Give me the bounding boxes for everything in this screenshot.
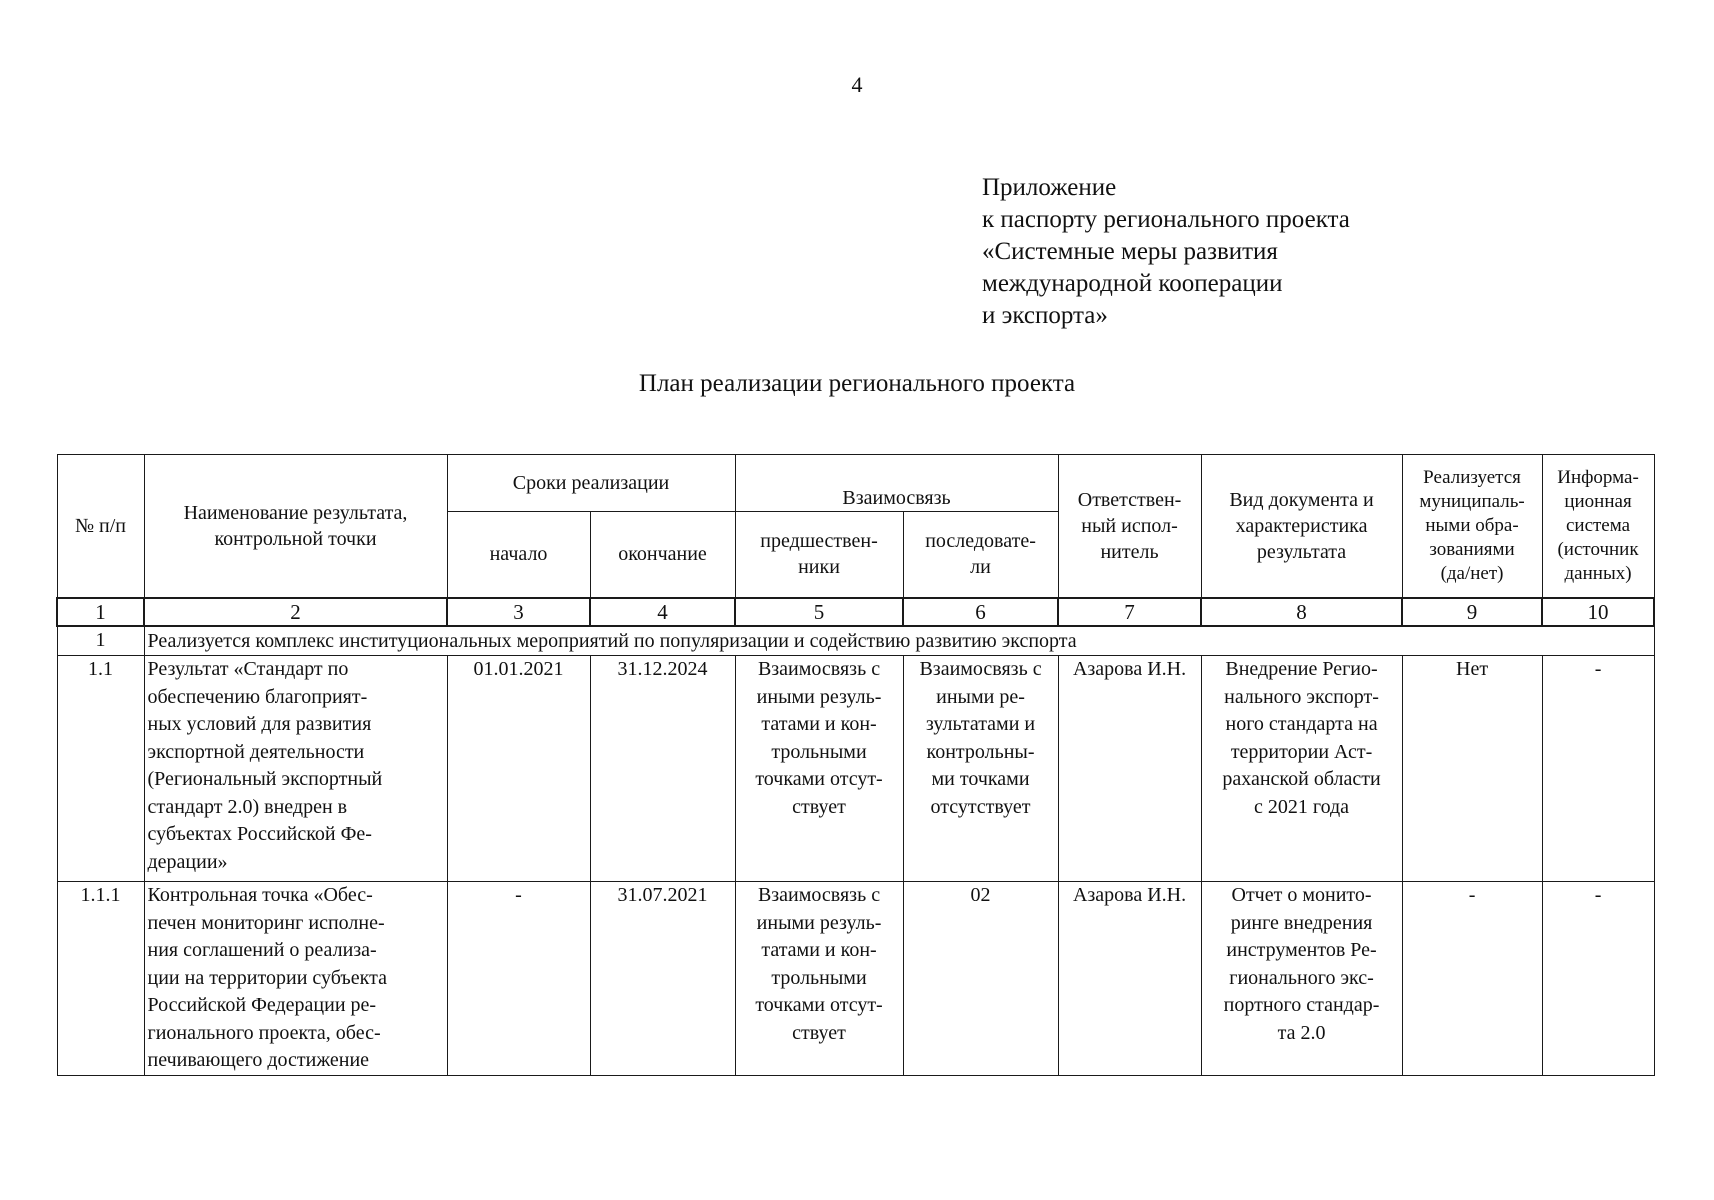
header-start: начало	[447, 512, 590, 598]
header-predecessors: предшествен- ники	[735, 512, 903, 598]
row-predecessors: Взаимосвязь с иными резуль- татами и кон- трольными точками отсут- ствует	[735, 882, 903, 1076]
section-row	[57, 626, 1654, 656]
row-start: 01.01.2021	[447, 656, 590, 882]
row-successors: 02	[903, 882, 1058, 1076]
header-relation: Взаимосвязь	[735, 455, 1058, 512]
row-end: 31.07.2021	[590, 882, 735, 1076]
table-row	[57, 656, 1654, 882]
column-number: 5	[735, 598, 903, 626]
header-terms: Сроки реализации	[447, 455, 735, 512]
row-doc-type: Отчет о монито- ринге внедрения инструментов Ре- гионального экс- портного стандар- та 2.0	[1201, 882, 1402, 1076]
section-title: Реализуется комплекс институциональных мероприятий по популяризации и содействию развитию экспорта	[144, 626, 1654, 656]
appendix-line: и экспорта»	[982, 302, 1108, 329]
column-number: 7	[1058, 598, 1201, 626]
plan-table	[56, 454, 1655, 1076]
header-info-system: Информа- ционная система (источник данных)	[1542, 455, 1654, 598]
row-num: 1.1	[57, 656, 144, 882]
appendix-line: международной кооперации	[982, 270, 1283, 297]
column-number: 9	[1402, 598, 1542, 626]
column-number: 2	[144, 598, 447, 626]
row-predecessors: Взаимосвязь с иными резуль- татами и кон- трольными точками отсут- ствует	[735, 656, 903, 882]
row-info-system: -	[1542, 882, 1654, 1076]
header-end: окончание	[590, 512, 735, 598]
header-name: Наименование результата, контрольной точки	[144, 455, 447, 598]
row-num: 1.1.1	[57, 882, 144, 1076]
column-number: 3	[447, 598, 590, 626]
appendix-line: Приложение	[982, 174, 1117, 201]
header-municipal: Реализуется муниципаль- ными обра- зованиями (да/нет)	[1402, 455, 1542, 598]
appendix-heading	[982, 172, 1350, 332]
row-municipal: Нет	[1402, 656, 1542, 882]
row-start: -	[447, 882, 590, 1076]
row-doc-type: Внедрение Регио- нального экспорт- ного стандарта на территории Аст- раханской области с 2021 года	[1201, 656, 1402, 882]
row-successors: Взаимосвязь с иными ре- зультатами и контрольны- ми точками отсутствует	[903, 656, 1058, 882]
plan-title: План реализации регионального проекта	[638, 370, 1076, 397]
appendix-line: «Системные меры развития	[982, 238, 1278, 265]
row-municipal: -	[1402, 882, 1542, 1076]
row-executor: Азарова И.Н.	[1058, 882, 1201, 1076]
page-number: 4	[851, 72, 863, 97]
header-num: № п/п	[57, 455, 144, 598]
row-end: 31.12.2024	[590, 656, 735, 882]
header-successors: последовате- ли	[903, 512, 1058, 598]
column-number: 8	[1201, 598, 1402, 626]
table-row	[57, 882, 1654, 1076]
header-executor: Ответствен- ный испол- нитель	[1058, 455, 1201, 598]
column-number: 6	[903, 598, 1058, 626]
row-executor: Азарова И.Н.	[1058, 656, 1201, 882]
column-number: 10	[1542, 598, 1654, 626]
header-doc-type: Вид документа и характеристика результата	[1201, 455, 1402, 598]
column-number: 1	[57, 598, 144, 626]
column-number: 4	[590, 598, 735, 626]
appendix-line: к паспорту регионального проекта	[982, 206, 1350, 233]
row-name: Результат «Стандарт по обеспечению благоприят- ных условий для развития экспортной деятельности (Региональный экспортный стандарт 2.0) внедрен в субъектах Российской Фе- дерации»	[144, 656, 447, 882]
row-info-system: -	[1542, 656, 1654, 882]
row-name: Контрольная точка «Обес- печен мониторинг исполне- ния соглашений о реализа- ции на территории субъекта Российской Федерации ре- гионального проекта, обес- печивающего достижение	[144, 882, 447, 1076]
section-num: 1	[57, 626, 144, 656]
